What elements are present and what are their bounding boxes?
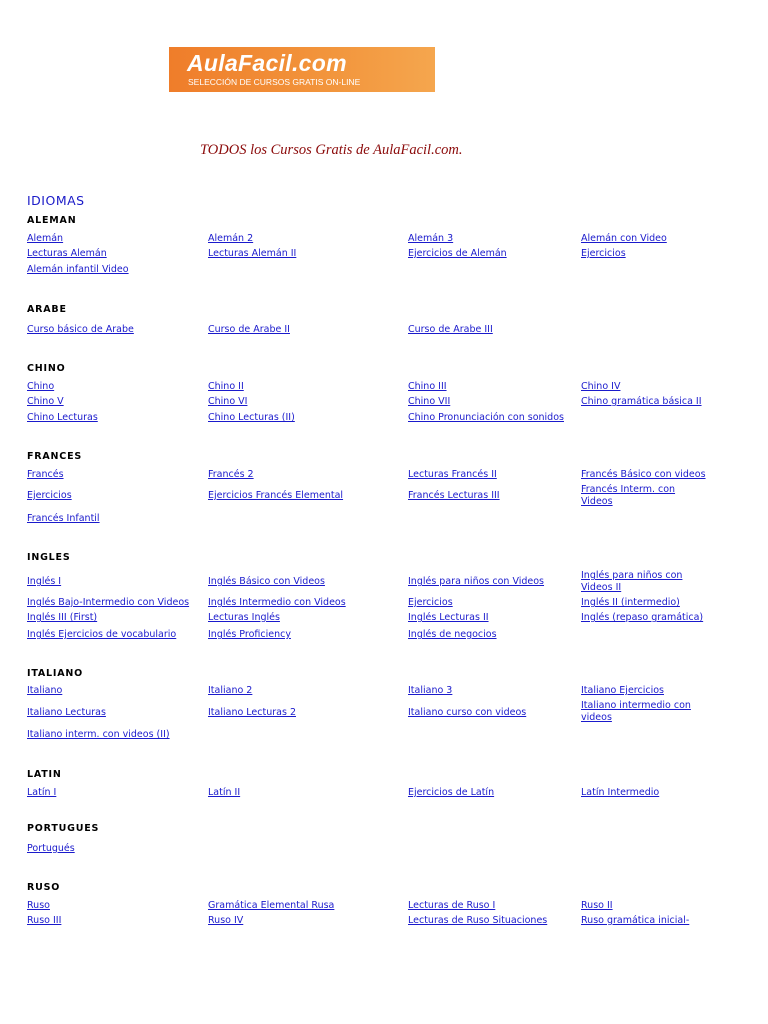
- course-link[interactable]: Italiano intermedio con videos: [581, 700, 691, 723]
- course-link[interactable]: Gramática Elemental Rusa: [208, 900, 335, 911]
- section-heading-idiomas: IDIOMAS: [27, 193, 85, 208]
- course-link[interactable]: Francés Lecturas III: [408, 490, 500, 501]
- course-link[interactable]: Italiano Lecturas: [27, 707, 106, 718]
- category-heading-italiano: ITALIANO: [27, 668, 83, 679]
- course-link[interactable]: Inglés (repaso gramática): [581, 612, 704, 623]
- logo-name: AulaFacil.com: [187, 50, 347, 76]
- course-link[interactable]: Francés Infantil: [27, 513, 100, 524]
- course-link[interactable]: Chino III: [408, 381, 447, 392]
- course-link[interactable]: Inglés Intermedio con Videos: [208, 597, 346, 608]
- category-heading-aleman: ALEMAN: [27, 215, 77, 226]
- course-link[interactable]: Ruso II: [581, 900, 613, 911]
- course-link[interactable]: Italiano 3: [408, 685, 453, 696]
- course-link[interactable]: Curso de Arabe III: [408, 324, 493, 335]
- course-link[interactable]: Inglés I: [27, 576, 62, 587]
- category-heading-arabe: ARABE: [27, 304, 67, 315]
- aulafacil-logo[interactable]: [169, 47, 435, 92]
- course-link[interactable]: Ejercicios de Latín: [408, 787, 495, 798]
- course-link[interactable]: Chino Lecturas: [27, 412, 98, 423]
- course-link[interactable]: Alemán con Video: [581, 233, 667, 244]
- category-heading-chino: CHINO: [27, 363, 66, 374]
- course-link[interactable]: Italiano Ejercicios: [581, 685, 664, 696]
- course-link[interactable]: Lecturas Alemán II: [208, 248, 297, 259]
- course-link[interactable]: Ejercicios: [408, 597, 453, 608]
- course-link[interactable]: Chino: [27, 381, 55, 392]
- course-link[interactable]: Inglés III (First): [27, 612, 98, 623]
- course-link[interactable]: Ruso: [27, 900, 50, 911]
- course-link[interactable]: Inglés para niños con Videos: [408, 576, 545, 587]
- course-link[interactable]: Ruso IV: [208, 915, 244, 926]
- course-link[interactable]: Latín II: [208, 787, 241, 798]
- logo-tagline: SELECCIÓN DE CURSOS GRATIS ON-LINE: [188, 77, 361, 87]
- course-link[interactable]: Inglés Lecturas II: [408, 612, 489, 623]
- course-link[interactable]: Inglés para niños con Videos II: [581, 570, 683, 593]
- course-link[interactable]: Ruso gramática inicial-: [581, 915, 690, 926]
- course-link[interactable]: Chino Lecturas (II): [208, 412, 295, 423]
- course-link[interactable]: Latín I: [27, 787, 57, 798]
- course-link[interactable]: Inglés Bajo-Intermedio con Videos: [27, 597, 190, 608]
- category-heading-frances: FRANCES: [27, 451, 83, 462]
- course-link[interactable]: Inglés de negocios: [408, 629, 497, 640]
- course-link[interactable]: Ejercicios de Alemán: [408, 248, 507, 259]
- course-link[interactable]: Ejercicios: [581, 248, 626, 259]
- course-link[interactable]: Chino V: [27, 396, 64, 407]
- category-heading-portugues: PORTUGUES: [27, 823, 100, 834]
- course-link[interactable]: Chino VI: [208, 396, 248, 407]
- category-heading-latin: LATIN: [27, 769, 62, 780]
- course-link[interactable]: Curso básico de Arabe: [27, 324, 134, 335]
- course-link[interactable]: Inglés Ejercicios de vocabulario: [27, 629, 177, 640]
- course-link[interactable]: Chino gramática básica II: [581, 396, 702, 407]
- course-link[interactable]: Chino II: [208, 381, 244, 392]
- course-link[interactable]: Latín Intermedio: [581, 787, 660, 798]
- course-link[interactable]: Lecturas de Ruso Situaciones: [408, 915, 548, 926]
- course-link[interactable]: Portugués: [27, 843, 75, 854]
- course-link[interactable]: Lecturas de Ruso I: [408, 900, 496, 911]
- course-link[interactable]: Italiano curso con videos: [408, 707, 527, 718]
- course-link[interactable]: Italiano: [27, 685, 63, 696]
- course-link[interactable]: Inglés Básico con Videos: [208, 576, 325, 587]
- course-link[interactable]: Lecturas Alemán: [27, 248, 107, 259]
- course-link[interactable]: Ejercicios: [27, 490, 72, 501]
- course-link[interactable]: Inglés Proficiency: [208, 629, 291, 640]
- course-link[interactable]: Lecturas Inglés: [208, 612, 280, 623]
- course-link[interactable]: Alemán: [27, 233, 64, 244]
- category-heading-ruso: RUSO: [27, 882, 61, 893]
- course-link[interactable]: Francés 2: [208, 469, 254, 480]
- page-title: TODOS los Cursos Gratis de AulaFacil.com.: [200, 142, 463, 158]
- course-link[interactable]: Inglés II (intermedio): [581, 597, 680, 608]
- course-link[interactable]: Francés: [27, 469, 64, 480]
- course-link[interactable]: Alemán 3: [408, 233, 454, 244]
- course-link[interactable]: Italiano Lecturas 2: [208, 707, 296, 718]
- course-link[interactable]: Francés Básico con videos: [581, 469, 706, 480]
- course-link[interactable]: Chino Pronunciación con sonidos: [408, 412, 564, 423]
- category-heading-ingles: INGLES: [27, 552, 71, 563]
- course-link[interactable]: Chino VII: [408, 396, 451, 407]
- course-link[interactable]: Italiano interm. con videos (II): [27, 729, 170, 740]
- course-link[interactable]: Italiano 2: [208, 685, 253, 696]
- course-link[interactable]: Alemán infantil Video: [27, 264, 129, 275]
- course-link[interactable]: Francés Interm. con Videos: [581, 484, 676, 507]
- course-link[interactable]: Curso de Arabe II: [208, 324, 290, 335]
- course-link[interactable]: Ejercicios Francés Elemental: [208, 490, 344, 501]
- course-link[interactable]: Ruso III: [27, 915, 62, 926]
- course-link[interactable]: Alemán 2: [208, 233, 254, 244]
- course-link[interactable]: Lecturas Francés II: [408, 469, 497, 480]
- course-link[interactable]: Chino IV: [581, 381, 621, 392]
